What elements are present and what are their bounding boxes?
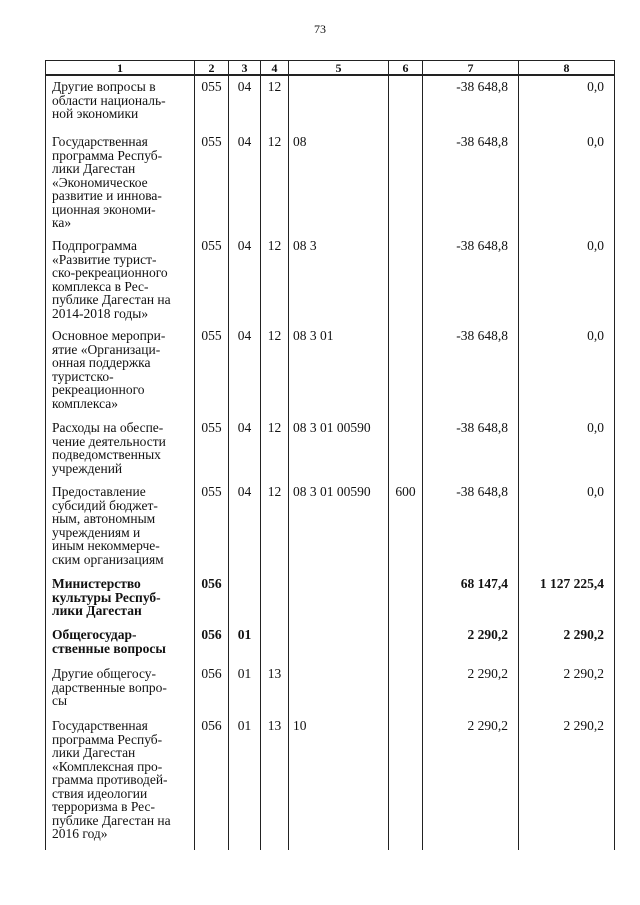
row-name-cell	[46, 75, 195, 131]
column-header: 6	[389, 61, 423, 76]
code-cell: 056	[195, 624, 229, 663]
amount-change-cell: 2 290,2	[423, 715, 519, 850]
section-cell: 04	[229, 131, 261, 235]
amount-cell: 0,0	[519, 417, 615, 481]
page-number: 73	[314, 22, 326, 36]
row-name-line: программа Респуб-	[52, 731, 163, 747]
column-header: 5	[289, 61, 389, 76]
row-name-line: Предоставление	[52, 484, 146, 499]
row-name-line: ствия идеологии	[52, 785, 148, 801]
row-name-line: публике Дагестан на	[52, 292, 171, 307]
row-name-line: сы	[52, 693, 68, 708]
subsection-cell: 12	[261, 131, 289, 235]
amount-cell: 0,0	[519, 75, 615, 131]
budget-table	[45, 60, 615, 850]
code-cell: 055	[195, 235, 229, 325]
code-cell: 055	[195, 325, 229, 417]
amount-cell: 0,0	[519, 481, 615, 573]
row-name-cell	[46, 417, 195, 481]
row-name-cell	[46, 573, 195, 624]
row-name-line: ционная экономи-	[52, 201, 156, 217]
amount-change-cell: -38 648,8	[423, 417, 519, 481]
amount-change-cell: 2 290,2	[423, 624, 519, 663]
expense-type-cell	[389, 573, 423, 624]
row-name-line: комплекса в Рес-	[52, 278, 149, 294]
expense-type-cell: 600	[389, 481, 423, 573]
code-cell: 055	[195, 481, 229, 573]
amount-change-cell: -38 648,8	[423, 325, 519, 417]
row-name-line: программа Респуб-	[52, 147, 163, 163]
target-article-cell: 08 3 01 00590	[289, 417, 389, 481]
target-article-cell: 08	[289, 131, 389, 235]
row-name-line: подведомственных	[52, 447, 161, 462]
row-name-line: комплекса»	[52, 395, 118, 411]
subsection-cell: 13	[261, 715, 289, 850]
amount-cell: 0,0	[519, 325, 615, 417]
row-name-line: учреждений	[52, 460, 123, 476]
row-name-line: Министерство	[52, 576, 141, 591]
subsection-cell: 12	[261, 75, 289, 131]
row-name-line: грамма противодей-	[52, 772, 168, 787]
target-article-cell: 08 3	[289, 235, 389, 325]
column-header: 4	[261, 61, 289, 76]
column-header: 2	[195, 61, 229, 76]
table-row	[46, 715, 615, 850]
target-article-cell: 08 3 01	[289, 325, 389, 417]
row-name-line: чение деятельности	[52, 433, 166, 449]
table-row	[46, 573, 615, 624]
expense-type-cell	[389, 417, 423, 481]
row-name-line: Основное меропри-	[52, 328, 166, 343]
target-article-cell: 08 3 01 00590	[289, 481, 389, 573]
row-name-line: лики Дагестан	[52, 161, 136, 176]
table-header-row	[46, 61, 615, 76]
target-article-cell	[289, 663, 389, 715]
row-name-cell	[46, 325, 195, 417]
amount-cell: 2 290,2	[519, 663, 615, 715]
row-name-line: лики Дагестан	[52, 745, 136, 760]
target-article-cell: 10	[289, 715, 389, 850]
amount-change-cell: -38 648,8	[423, 481, 519, 573]
amount-change-cell: 2 290,2	[423, 663, 519, 715]
section-cell: 01	[229, 624, 261, 663]
table-row	[46, 417, 615, 481]
expense-type-cell	[389, 131, 423, 235]
code-cell: 056	[195, 663, 229, 715]
row-name-line: терроризма в Рес-	[52, 799, 155, 814]
section-cell: 04	[229, 481, 261, 573]
row-name-line: субсидий бюджет-	[52, 497, 158, 513]
section-cell: 04	[229, 325, 261, 417]
expense-type-cell	[389, 663, 423, 715]
row-name-line: Другие вопросы в	[52, 79, 156, 94]
table-row	[46, 75, 615, 131]
row-name-line: онная поддержка	[52, 355, 151, 370]
row-name-line: ственные вопросы	[52, 640, 166, 656]
section-cell: 01	[229, 715, 261, 850]
row-name-line: Государственная	[52, 718, 148, 733]
subsection-cell: 12	[261, 235, 289, 325]
row-name-line: Общегосудар-	[52, 627, 137, 642]
subsection-cell	[261, 573, 289, 624]
subsection-cell: 13	[261, 663, 289, 715]
section-cell: 01	[229, 663, 261, 715]
row-name-cell	[46, 663, 195, 715]
row-name-cell	[46, 715, 195, 850]
row-name-line: ка»	[52, 215, 72, 230]
table-row	[46, 481, 615, 573]
row-name-line: Государственная	[52, 134, 148, 149]
row-name-line: 2016 год»	[52, 826, 108, 841]
table-row	[46, 325, 615, 417]
row-name-cell	[46, 131, 195, 235]
row-name-line: иным некоммерче-	[52, 538, 160, 553]
target-article-cell	[289, 624, 389, 663]
amount-change-cell: -38 648,8	[423, 131, 519, 235]
column-header: 1	[46, 61, 195, 76]
amount-cell: 0,0	[519, 131, 615, 235]
column-header: 8	[519, 61, 615, 76]
row-name-line: лики Дагестан	[52, 603, 142, 618]
code-cell: 056	[195, 715, 229, 850]
row-name-line: рекреационного	[52, 382, 145, 397]
expense-type-cell	[389, 75, 423, 131]
section-cell	[229, 573, 261, 624]
amount-change-cell: -38 648,8	[423, 235, 519, 325]
row-name-line: «Развитие турист-	[52, 251, 157, 267]
table-row	[46, 624, 615, 663]
expense-type-cell	[389, 325, 423, 417]
amount-change-cell: 68 147,4	[423, 573, 519, 624]
row-name-line: ной экономики	[52, 106, 139, 121]
row-name-line: туристско-	[52, 368, 114, 384]
amount-cell: 1 127 225,4	[519, 573, 615, 624]
row-name-line: учреждениям и	[52, 524, 141, 540]
expense-type-cell	[389, 624, 423, 663]
row-name-line: Расходы на обеспе-	[52, 420, 164, 435]
amount-cell: 2 290,2	[519, 624, 615, 663]
row-name-cell	[46, 624, 195, 663]
code-cell: 056	[195, 573, 229, 624]
table-row	[46, 131, 615, 235]
row-name-line: развитие и иннова-	[52, 188, 162, 203]
amount-cell: 0,0	[519, 235, 615, 325]
amount-cell: 2 290,2	[519, 715, 615, 850]
code-cell: 055	[195, 75, 229, 131]
subsection-cell	[261, 624, 289, 663]
target-article-cell	[289, 75, 389, 131]
code-cell: 055	[195, 417, 229, 481]
row-name-line: дарственные вопро-	[52, 679, 167, 695]
table-row	[46, 663, 615, 715]
target-article-cell	[289, 573, 389, 624]
section-cell: 04	[229, 417, 261, 481]
row-name-cell	[46, 235, 195, 325]
row-name-line: ско-рекреационного	[52, 265, 168, 280]
row-name-line: ским организациям	[52, 551, 164, 567]
row-name-line: «Экономическое	[52, 174, 148, 190]
row-name-line: 2014-2018 годы»	[52, 305, 149, 321]
row-name-line: ятие «Организаци-	[52, 341, 161, 357]
row-name-line: области националь-	[52, 92, 166, 108]
row-name-line: Подпрограмма	[52, 238, 137, 253]
table-row	[46, 235, 615, 325]
row-name-line: публике Дагестан на	[52, 812, 171, 828]
row-name-line: «Комплексная про-	[52, 758, 163, 774]
row-name-line: Другие общегосу-	[52, 666, 157, 681]
column-header: 3	[229, 61, 261, 76]
row-name-cell	[46, 481, 195, 573]
row-name-line: культуры Респуб-	[52, 589, 161, 605]
subsection-cell: 12	[261, 481, 289, 573]
subsection-cell: 12	[261, 417, 289, 481]
row-name-line: ным, автономным	[52, 511, 156, 526]
expense-type-cell	[389, 235, 423, 325]
section-cell: 04	[229, 75, 261, 131]
amount-change-cell: -38 648,8	[423, 75, 519, 131]
expense-type-cell	[389, 715, 423, 850]
column-header: 7	[423, 61, 519, 76]
subsection-cell: 12	[261, 325, 289, 417]
section-cell: 04	[229, 235, 261, 325]
code-cell: 055	[195, 131, 229, 235]
